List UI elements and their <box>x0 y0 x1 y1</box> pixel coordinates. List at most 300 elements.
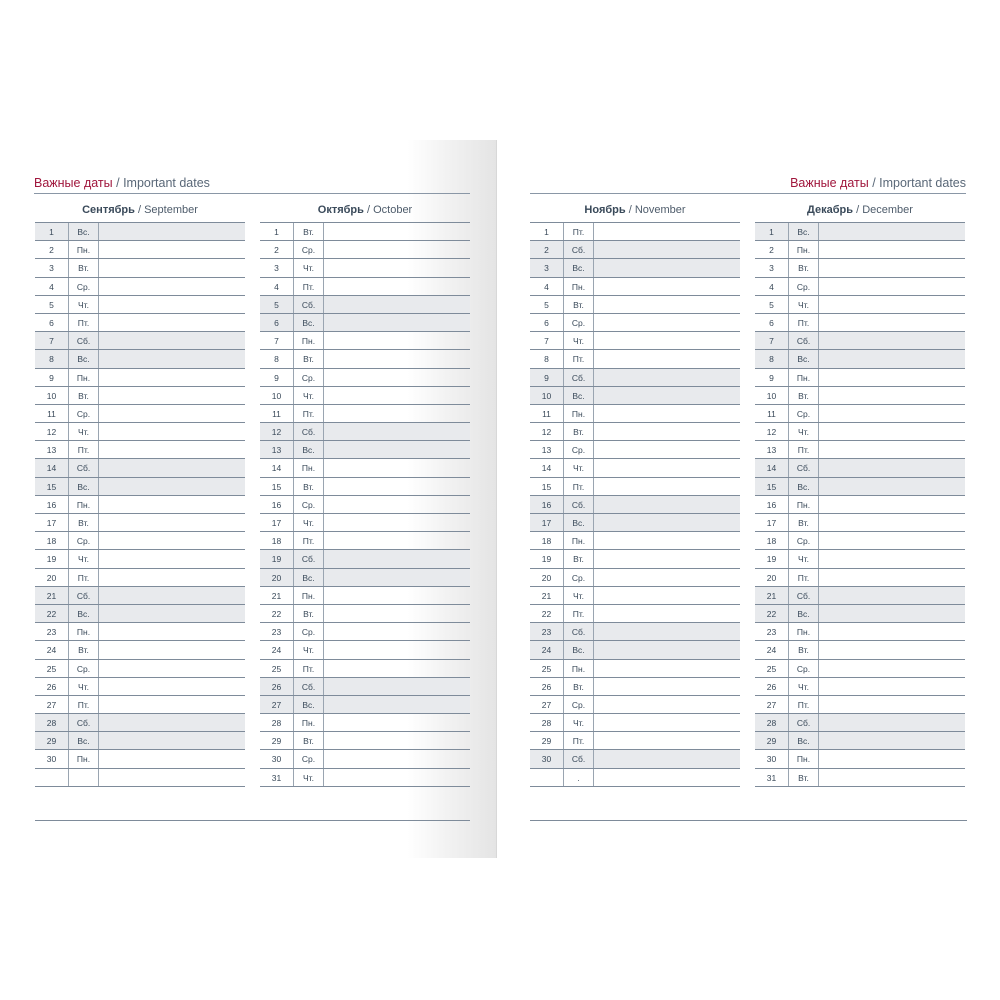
note-cell[interactable] <box>819 278 965 295</box>
date-row <box>35 241 245 259</box>
weekday: Ср. <box>294 241 324 258</box>
note-cell[interactable] <box>594 678 740 695</box>
note-cell[interactable] <box>594 623 740 640</box>
note-cell[interactable] <box>819 241 965 258</box>
weekday: Сб. <box>789 459 819 476</box>
month-october <box>260 202 470 787</box>
note-cell[interactable] <box>99 459 245 476</box>
weekday: Ср. <box>564 696 594 713</box>
weekday: Сб. <box>69 459 99 476</box>
date-row <box>260 732 470 750</box>
date-row <box>260 660 470 678</box>
day-number: 20 <box>755 569 789 586</box>
weekday: Вс. <box>789 605 819 622</box>
day-number: 30 <box>35 750 69 767</box>
day-number: 8 <box>530 350 564 367</box>
day-number: 26 <box>755 678 789 695</box>
note-cell[interactable] <box>819 605 965 622</box>
weekday: Сб. <box>69 714 99 731</box>
note-cell[interactable] <box>324 423 470 440</box>
note-cell[interactable] <box>324 623 470 640</box>
weekday: Вт. <box>294 478 324 495</box>
day-number: 9 <box>260 369 294 386</box>
note-cell[interactable] <box>594 369 740 386</box>
weekday: Чт. <box>69 678 99 695</box>
note-cell[interactable] <box>324 278 470 295</box>
note-cell[interactable] <box>324 387 470 404</box>
note-cell[interactable] <box>324 369 470 386</box>
day-number: 26 <box>260 678 294 695</box>
note-cell[interactable] <box>594 314 740 331</box>
date-row <box>530 532 740 550</box>
date-row <box>530 332 740 350</box>
day-number: 19 <box>530 550 564 567</box>
date-row <box>35 278 245 296</box>
day-number: 3 <box>755 259 789 276</box>
note-cell[interactable] <box>324 405 470 422</box>
date-row <box>35 296 245 314</box>
date-row <box>260 496 470 514</box>
note-cell[interactable] <box>819 314 965 331</box>
date-row <box>530 714 740 732</box>
note-cell[interactable] <box>594 296 740 313</box>
note-cell[interactable] <box>324 532 470 549</box>
note-cell[interactable] <box>99 569 245 586</box>
note-cell[interactable] <box>819 623 965 640</box>
month-november <box>530 202 740 787</box>
note-cell[interactable] <box>99 623 245 640</box>
date-row <box>260 623 470 641</box>
day-number: 17 <box>755 514 789 531</box>
note-cell[interactable] <box>99 423 245 440</box>
day-number: 2 <box>530 241 564 258</box>
day-number: 22 <box>530 605 564 622</box>
date-row <box>530 514 740 532</box>
date-row <box>35 587 245 605</box>
month-name-en: December <box>862 204 913 216</box>
day-number: 27 <box>260 696 294 713</box>
day-number: 29 <box>260 732 294 749</box>
note-cell[interactable] <box>594 514 740 531</box>
note-cell[interactable] <box>594 459 740 476</box>
note-cell[interactable] <box>594 605 740 622</box>
weekday: Вт. <box>564 550 594 567</box>
weekday: Ср. <box>69 660 99 677</box>
date-row <box>35 678 245 696</box>
day-number: 2 <box>755 241 789 258</box>
day-number: 19 <box>35 550 69 567</box>
note-cell[interactable] <box>324 660 470 677</box>
date-row <box>530 660 740 678</box>
note-cell[interactable] <box>99 714 245 731</box>
note-cell[interactable] <box>594 714 740 731</box>
date-row <box>755 623 965 641</box>
note-cell[interactable] <box>819 587 965 604</box>
note-cell[interactable] <box>819 696 965 713</box>
date-row <box>755 660 965 678</box>
note-cell[interactable] <box>594 550 740 567</box>
weekday: Ср. <box>789 660 819 677</box>
month-name-ru: Октябрь <box>317 204 364 216</box>
note-cell[interactable] <box>324 459 470 476</box>
note-cell[interactable] <box>99 332 245 349</box>
day-number: 3 <box>35 259 69 276</box>
date-row <box>755 423 965 441</box>
weekday: Пн. <box>564 278 594 295</box>
note-cell[interactable] <box>99 732 245 749</box>
weekday: . <box>564 769 594 786</box>
header-title-en: Important dates <box>879 176 966 190</box>
date-row <box>35 332 245 350</box>
note-cell[interactable] <box>594 496 740 513</box>
day-number: 5 <box>755 296 789 313</box>
day-number: 14 <box>530 459 564 476</box>
note-cell[interactable] <box>324 223 470 240</box>
day-number: 15 <box>530 478 564 495</box>
note-cell[interactable] <box>324 550 470 567</box>
day-number: 19 <box>260 550 294 567</box>
date-row <box>530 423 740 441</box>
day-number: 31 <box>755 769 789 786</box>
date-row <box>755 441 965 459</box>
date-row <box>35 423 245 441</box>
note-cell[interactable] <box>99 514 245 531</box>
note-cell[interactable] <box>819 387 965 404</box>
note-cell[interactable] <box>819 405 965 422</box>
day-number: 7 <box>530 332 564 349</box>
date-row <box>530 569 740 587</box>
note-cell[interactable] <box>99 750 245 767</box>
note-cell[interactable] <box>324 605 470 622</box>
day-number: 4 <box>755 278 789 295</box>
note-cell[interactable] <box>99 478 245 495</box>
note-cell[interactable] <box>99 223 245 240</box>
note-cell[interactable] <box>819 478 965 495</box>
date-row <box>35 441 245 459</box>
note-cell[interactable] <box>819 296 965 313</box>
note-cell[interactable] <box>819 569 965 586</box>
weekday: Сб. <box>564 496 594 513</box>
note-cell[interactable] <box>594 332 740 349</box>
weekday: Пн. <box>294 587 324 604</box>
day-number: 17 <box>530 514 564 531</box>
weekday: Сб. <box>294 550 324 567</box>
weekday: Пн. <box>294 714 324 731</box>
weekday: Пн. <box>564 660 594 677</box>
note-cell[interactable] <box>819 514 965 531</box>
note-cell[interactable] <box>594 441 740 458</box>
day-number: 15 <box>35 478 69 495</box>
day-number: 10 <box>35 387 69 404</box>
day-number: 25 <box>755 660 789 677</box>
note-cell[interactable] <box>594 587 740 604</box>
date-row <box>755 369 965 387</box>
note-cell[interactable] <box>324 478 470 495</box>
weekday: Пт. <box>564 350 594 367</box>
note-cell[interactable] <box>594 350 740 367</box>
note-cell[interactable] <box>99 496 245 513</box>
day-number: 4 <box>260 278 294 295</box>
note-cell[interactable] <box>99 296 245 313</box>
day-number: 27 <box>35 696 69 713</box>
day-number: 31 <box>260 769 294 786</box>
day-number: 21 <box>755 587 789 604</box>
note-cell[interactable] <box>819 660 965 677</box>
date-row <box>35 660 245 678</box>
note-cell[interactable] <box>324 514 470 531</box>
weekday: Ср. <box>789 278 819 295</box>
note-cell[interactable] <box>99 550 245 567</box>
note-cell[interactable] <box>594 278 740 295</box>
date-row <box>260 569 470 587</box>
note-cell[interactable] <box>594 223 740 240</box>
note-cell[interactable] <box>324 332 470 349</box>
day-number: 15 <box>755 478 789 495</box>
note-cell[interactable] <box>324 259 470 276</box>
day-number: 1 <box>755 223 789 240</box>
note-cell[interactable] <box>819 459 965 476</box>
note-cell[interactable] <box>324 714 470 731</box>
day-number: 17 <box>260 514 294 531</box>
day-number: 6 <box>260 314 294 331</box>
note-cell[interactable] <box>324 350 470 367</box>
day-number: 10 <box>260 387 294 404</box>
weekday: Вс. <box>789 478 819 495</box>
day-number: 21 <box>260 587 294 604</box>
note-cell[interactable] <box>819 732 965 749</box>
note-cell[interactable] <box>594 696 740 713</box>
date-row <box>35 350 245 368</box>
day-number: 11 <box>530 405 564 422</box>
date-row <box>755 514 965 532</box>
date-row <box>260 750 470 768</box>
weekday: Вт. <box>564 296 594 313</box>
weekday: Сб. <box>69 587 99 604</box>
date-row <box>260 605 470 623</box>
note-cell[interactable] <box>99 278 245 295</box>
header-divider <box>530 193 966 194</box>
weekday: Сб. <box>789 714 819 731</box>
weekday: Вс. <box>564 387 594 404</box>
note-cell[interactable] <box>324 441 470 458</box>
note-cell[interactable] <box>594 423 740 440</box>
day-number: 1 <box>35 223 69 240</box>
weekday: Ср. <box>294 750 324 767</box>
header-title-ru: Важные даты <box>790 176 869 190</box>
note-cell[interactable] <box>594 532 740 549</box>
weekday: Вс. <box>294 314 324 331</box>
weekday: Вс. <box>69 478 99 495</box>
note-cell[interactable] <box>819 332 965 349</box>
day-number: 10 <box>530 387 564 404</box>
note-cell[interactable] <box>99 241 245 258</box>
weekday: Вт. <box>294 732 324 749</box>
day-number: 23 <box>755 623 789 640</box>
note-cell[interactable] <box>819 441 965 458</box>
date-row <box>260 259 470 277</box>
date-row <box>755 769 965 787</box>
note-cell[interactable] <box>819 532 965 549</box>
note-cell[interactable] <box>594 641 740 658</box>
note-cell[interactable] <box>324 241 470 258</box>
weekday: Пн. <box>564 405 594 422</box>
date-row <box>260 459 470 477</box>
note-cell[interactable] <box>594 259 740 276</box>
note-cell[interactable] <box>819 769 965 786</box>
day-number: 26 <box>530 678 564 695</box>
day-number: 27 <box>755 696 789 713</box>
note-cell[interactable] <box>99 350 245 367</box>
date-row <box>260 441 470 459</box>
note-cell[interactable] <box>819 714 965 731</box>
weekday: Сб. <box>294 678 324 695</box>
weekday: Пт. <box>294 278 324 295</box>
weekday: Пт. <box>564 732 594 749</box>
note-cell[interactable] <box>594 405 740 422</box>
note-cell[interactable] <box>324 587 470 604</box>
date-row <box>260 332 470 350</box>
note-cell[interactable] <box>324 641 470 658</box>
note-cell[interactable] <box>99 405 245 422</box>
weekday: Пн. <box>69 496 99 513</box>
date-row <box>755 478 965 496</box>
month-name-en: November <box>634 204 686 216</box>
day-number: 17 <box>35 514 69 531</box>
weekday: Ср. <box>564 314 594 331</box>
note-cell[interactable] <box>99 259 245 276</box>
date-row <box>755 259 965 277</box>
note-cell[interactable] <box>99 641 245 658</box>
note-cell[interactable] <box>99 314 245 331</box>
note-cell[interactable] <box>99 369 245 386</box>
day-number: 16 <box>260 496 294 513</box>
weekday: Ср. <box>69 278 99 295</box>
day-number: 8 <box>260 350 294 367</box>
weekday: Сб. <box>294 423 324 440</box>
day-number: 3 <box>260 259 294 276</box>
note-cell[interactable] <box>819 423 965 440</box>
note-cell[interactable] <box>819 223 965 240</box>
note-cell[interactable] <box>819 369 965 386</box>
note-cell[interactable] <box>99 587 245 604</box>
weekday: Пт. <box>789 569 819 586</box>
weekday: Чт. <box>564 332 594 349</box>
date-row <box>755 496 965 514</box>
day-number: 7 <box>755 332 789 349</box>
date-row <box>260 314 470 332</box>
note-cell[interactable] <box>594 660 740 677</box>
note-cell[interactable] <box>819 496 965 513</box>
month-separator: / <box>134 204 145 216</box>
date-row <box>260 514 470 532</box>
day-number: 8 <box>755 350 789 367</box>
weekday: Вс. <box>69 732 99 749</box>
note-cell[interactable] <box>819 641 965 658</box>
note-cell[interactable] <box>819 678 965 695</box>
day-number: 19 <box>755 550 789 567</box>
date-row <box>755 696 965 714</box>
day-number: 23 <box>530 623 564 640</box>
weekday: Вс. <box>69 223 99 240</box>
note-cell[interactable] <box>99 696 245 713</box>
weekday: Ср. <box>294 623 324 640</box>
note-cell[interactable] <box>324 496 470 513</box>
weekday: Чт. <box>294 641 324 658</box>
date-row <box>35 732 245 750</box>
date-row <box>755 350 965 368</box>
note-cell[interactable] <box>99 605 245 622</box>
weekday: Вс. <box>789 350 819 367</box>
date-row <box>755 223 965 241</box>
weekday: Пн. <box>69 369 99 386</box>
note-cell[interactable] <box>594 387 740 404</box>
note-cell[interactable] <box>99 532 245 549</box>
weekday: Ср. <box>789 532 819 549</box>
header-separator: / <box>112 176 124 190</box>
weekday: Вс. <box>294 696 324 713</box>
note-cell[interactable] <box>99 387 245 404</box>
note-cell[interactable] <box>324 569 470 586</box>
day-number: 25 <box>35 660 69 677</box>
note-cell[interactable] <box>324 314 470 331</box>
note-cell[interactable] <box>819 259 965 276</box>
note-cell[interactable] <box>594 478 740 495</box>
day-number: 29 <box>755 732 789 749</box>
note-cell[interactable] <box>324 678 470 695</box>
note-cell[interactable] <box>324 769 470 786</box>
note-cell[interactable] <box>594 769 740 786</box>
note-cell[interactable] <box>99 769 245 786</box>
note-cell[interactable] <box>594 750 740 767</box>
weekday: Чт. <box>69 550 99 567</box>
weekday: Вс. <box>69 605 99 622</box>
day-number: 5 <box>260 296 294 313</box>
day-number: 10 <box>755 387 789 404</box>
note-cell[interactable] <box>819 550 965 567</box>
date-row <box>530 605 740 623</box>
weekday: Чт. <box>69 423 99 440</box>
date-row <box>260 478 470 496</box>
day-number: 3 <box>530 259 564 276</box>
day-number: 16 <box>755 496 789 513</box>
note-cell[interactable] <box>819 350 965 367</box>
note-cell[interactable] <box>324 750 470 767</box>
date-row <box>35 496 245 514</box>
date-row <box>530 623 740 641</box>
header-title-ru: Важные даты <box>34 176 113 190</box>
note-cell[interactable] <box>324 732 470 749</box>
weekday: Сб. <box>564 241 594 258</box>
date-row <box>755 332 965 350</box>
weekday: Чт. <box>294 259 324 276</box>
note-cell[interactable] <box>594 569 740 586</box>
note-cell[interactable] <box>99 678 245 695</box>
note-cell[interactable] <box>324 696 470 713</box>
note-cell[interactable] <box>819 750 965 767</box>
weekday: Ср. <box>294 496 324 513</box>
note-cell[interactable] <box>99 441 245 458</box>
day-number: 23 <box>260 623 294 640</box>
date-row <box>35 514 245 532</box>
month-title <box>755 202 965 218</box>
note-cell[interactable] <box>594 241 740 258</box>
weekday: Пн. <box>789 369 819 386</box>
note-cell[interactable] <box>594 732 740 749</box>
day-number: 20 <box>530 569 564 586</box>
note-cell[interactable] <box>324 296 470 313</box>
day-number: 4 <box>35 278 69 295</box>
note-cell[interactable] <box>99 660 245 677</box>
